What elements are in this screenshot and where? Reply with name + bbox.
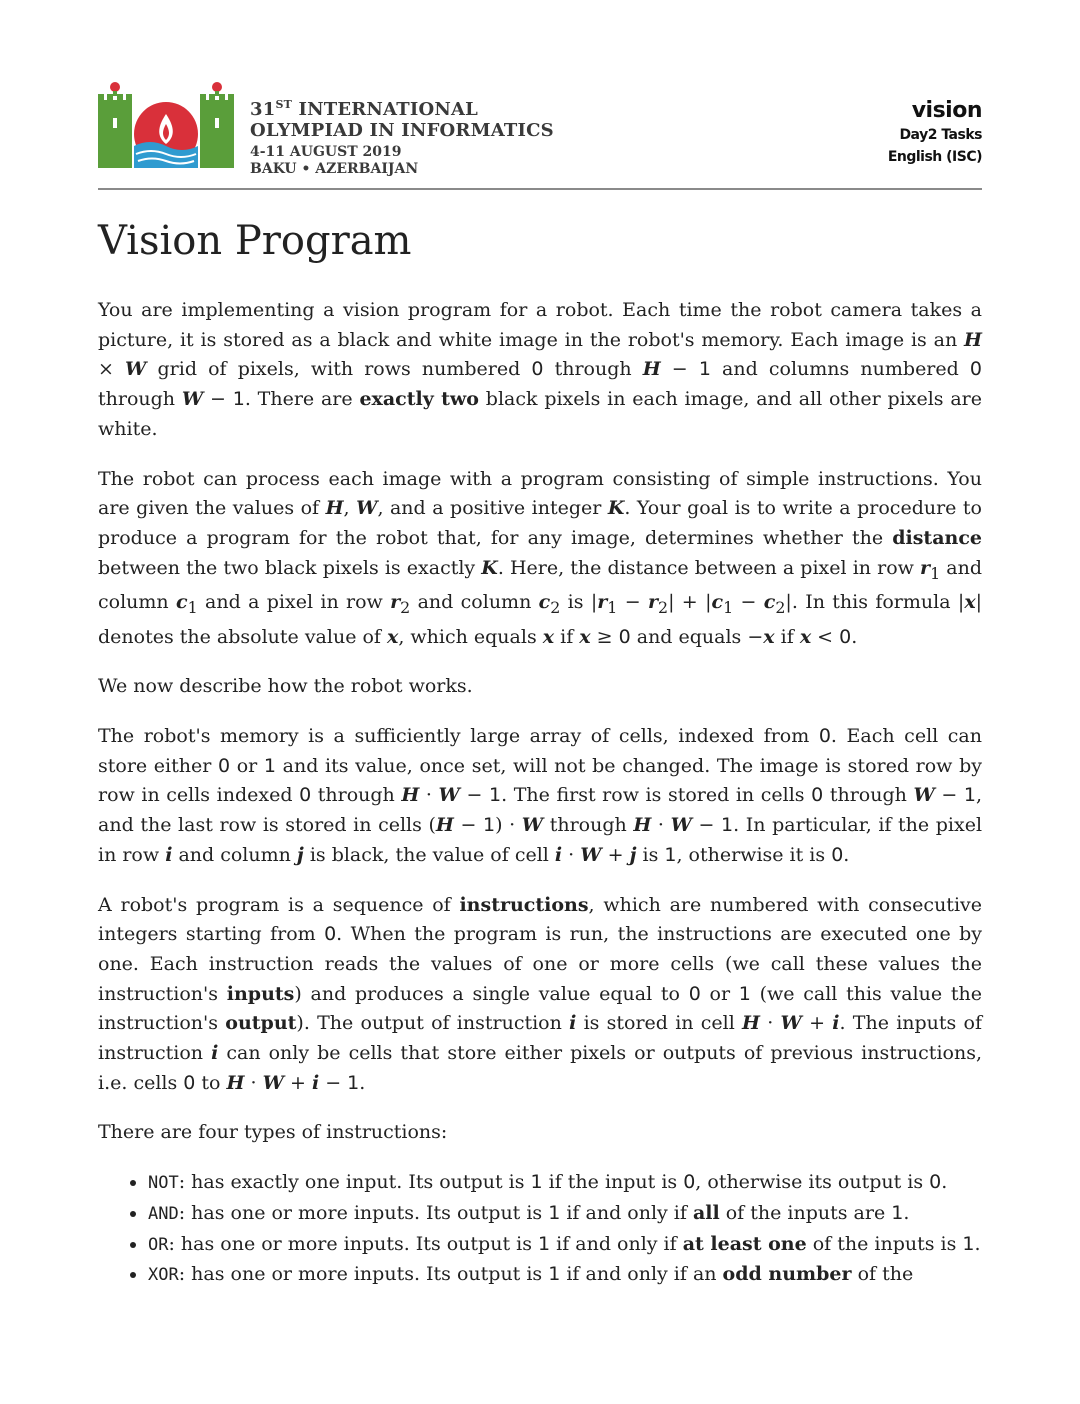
- instruction-code: NOT: [148, 1173, 179, 1194]
- instruction-code: AND: [148, 1203, 179, 1224]
- list-item: • NOT: has exactly one input. Its output is 1 if the input is 0, otherwise its output is 0.: [148, 1168, 982, 1199]
- task-language: English (ISC): [887, 149, 982, 165]
- header: [98, 78, 982, 190]
- brand-line-2: OLYMPIAD IN INFORMATICS: [250, 120, 554, 141]
- task-name: vision: [911, 98, 982, 123]
- list-item: • OR: has one or more inputs. Its output is 1 if and only if at least one of the inputs is 1.: [148, 1230, 982, 1261]
- paragraph: A robot's program is a sequence of instructions, which are numbered with consecutive integers starting from 0. When the program is run, the instructions are executed one by one. Each instruction reads the values of one or more cells (we call these values the instruction's inputs) and produces a single value equal to 0 or 1 (we call this value the instruction's output). The output of instruction i is stored in cell H · W + i. The inputs of instruction i can only be cells that store either pixels or outputs of previous instructions, i.e. cells 0 to H · W + i − 1.: [98, 893, 983, 1094]
- list-item: • AND: has one or more inputs. Its output is 1 if and only if all of the inputs are 1.: [148, 1199, 982, 1230]
- brand: [250, 94, 554, 178]
- paragraph: The robot's memory is a sufficiently large array of cells, indexed from 0. Each cell can store either 0 or 1 and its value, once set, will not be changed. The image is stored row by row in cells indexed 0 through H · W − 1. The first row is stored in cells 0 through W − 1, and the last row is stored in cells (H − 1) · W through H · W − 1. In particular, if the pixel in row i and column j is black, the value of cell i · W + j is 1, otherwise it is 0.: [98, 725, 983, 866]
- instruction-code: OR: [148, 1234, 169, 1255]
- brand-line-1: 31ST INTERNATIONAL: [250, 98, 479, 120]
- task-info: [888, 98, 982, 168]
- paragraph: There are four types of instructions:: [98, 1121, 448, 1144]
- paragraph: We now describe how the robot works.: [98, 675, 473, 698]
- brand-location: BAKU • AZERBAIJAN: [250, 161, 419, 177]
- instruction-code: XOR: [148, 1265, 179, 1286]
- list-item: • XOR: has one or more inputs. Its output is 1 if and only if an odd number of the: [148, 1260, 982, 1291]
- brand-dates: 4-11 AUGUST 2019: [250, 144, 402, 160]
- paragraph: You are implementing a vision program for a robot. Each time the robot camera takes a picture, it is stored as a black and white image in the robot's memory. Each image is an H × W grid of pixels, with rows numbered 0 through H − 1 and columns numbered 0 through W − 1. There are exactly two black pixels in each image, and all other pixels are white.: [98, 299, 983, 440]
- paragraph: The robot can process each image with a program consisting of simple instructions. You are given the values of H, W, and a positive integer K. Your goal is to write a procedure to produce a program for the robot that, for any image, determines whether the distance between the two black pixels is exactly K. Here, the distance between a pixel in row $r_1$ and column $c_1$ and a pixel in row $r_2$ and column $c_2$ is $|r_1 - r_2| + |c_1 - c_2|$. In this formula |x| denotes the absolute value of x, which equals x if x ≥ 0 and equals −x if x < 0.: [98, 467, 983, 648]
- page-title: Vision Program: [98, 218, 412, 264]
- instruction-list: [98, 1168, 982, 1291]
- statement-body: [98, 296, 982, 1291]
- task-day: Day2 Tasks: [899, 127, 982, 143]
- ioi-logo: [98, 78, 238, 170]
